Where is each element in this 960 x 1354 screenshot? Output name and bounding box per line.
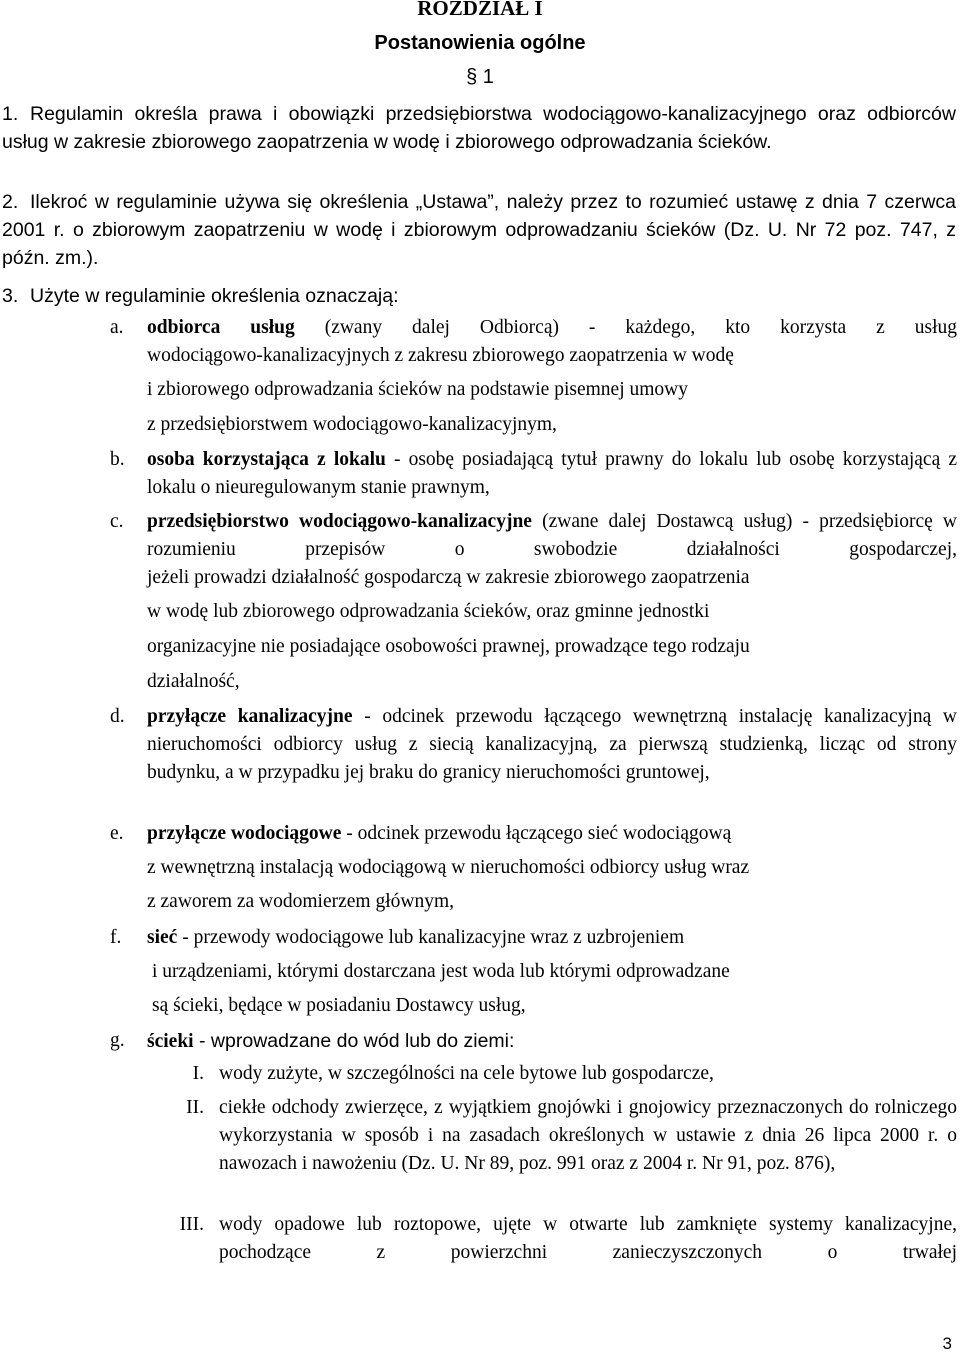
definition-f-line-3: są ścieki, będące w posiadaniu Dostawcy usług, xyxy=(152,995,526,1016)
definition-a-line-2: wodociągowo-kanalizacyjnych z zakresu zbiorowego zaopatrzenia w wodę xyxy=(147,345,734,366)
section-number: § 1 xyxy=(466,66,494,88)
definition-b-term: osoba korzystająca z lokalu xyxy=(147,449,386,470)
definition-e-line-3: z zaworem za wodomierzem głównym, xyxy=(147,891,455,912)
definition-f-term: sieć xyxy=(147,927,178,948)
point-3-text: Użyte w regulaminie określenia oznaczają: xyxy=(30,285,399,307)
definition-a-term: odbiorca usług xyxy=(147,317,295,338)
definition-c-term: przedsiębiorstwo wodociągowo-kanalizacyjne xyxy=(147,511,532,532)
definition-f-letter: f. xyxy=(110,927,122,948)
definition-d-letter: d. xyxy=(110,706,125,727)
point-1-number: 1. xyxy=(2,103,19,125)
page-number: 3 xyxy=(942,1334,952,1353)
definition-c-line-6: działalność, xyxy=(147,671,240,692)
definition-a-line-3: i zbiorowego odprowadzania ścieków na podstawie pisemnej umowy xyxy=(147,379,688,400)
definition-g-term: ścieki xyxy=(147,1031,194,1052)
roman-1-number: I. xyxy=(192,1063,204,1084)
point-2-number: 2. xyxy=(2,191,19,213)
roman-3-text: wody opadowe lub roztopowe, ujęte w otwarte lub zamknięte systemy kanalizacyjne, pochodzące z powierzchni zanieczyszczonych o trwałej xyxy=(219,1214,957,1263)
definition-e-term: przyłącze wodociągowe xyxy=(147,823,342,844)
definition-b-letter: b. xyxy=(110,449,125,470)
definition-d-term: przyłącze kanalizacyjne xyxy=(147,706,353,727)
definition-e-line-2: z wewnętrzną instalacją wodociągową w nieruchomości odbiorcy usług wraz xyxy=(147,857,750,878)
definition-c-line-5: organizacyjne nie posiadające osobowości prawnej, prowadzące tego rodzaju xyxy=(147,636,750,657)
chapter-subtitle: Postanowienia ogólne xyxy=(374,32,586,54)
chapter-title: ROZDZIAŁ I xyxy=(417,0,543,20)
definition-c-line-3: jeżeli prowadzi działalność gospodarczą w zakresie zbiorowego zaopatrzenia xyxy=(147,567,750,588)
point-2-text: Ilekroć w regulaminie używa się określenia „Ustawa”, należy przez to rozumieć ustawę z dnia 7 czerwca 2001 r. o zbiorowym zaopatrzeniu w wodę i zbiorowym odprowadzaniu ścieków (Dz. U. Nr 72 poz. 747, z późn. zm.). xyxy=(2,191,956,269)
definition-e-line-1: przyłącze wodociągowe - odcinek przewodu łączącego sieć wodociągową xyxy=(147,823,732,844)
roman-2-number: II. xyxy=(186,1097,204,1118)
definition-b-text: osoba korzystająca z lokalu - osobę posiadającą tytuł prawny do lokalu lub osobę korzystającą z lokalu o nieuregulowanym stanie prawnym, xyxy=(147,449,958,498)
definition-g-letter: g. xyxy=(110,1030,125,1051)
point-3-number: 3. xyxy=(2,285,19,307)
definition-d-text: przyłącze kanalizacyjne - odcinek przewodu łączącego wewnętrzną instalację kanalizacyjną w nieruchomości odbiorcy usług z siecią kanalizacyjną, za pierwszą studzienką, licząc od strony budynku, a w przypadku jej braku do granicy nieruchomości gruntowej, xyxy=(147,706,957,783)
definition-c-text: przedsiębiorstwo wodociągowo-kanalizacyjne (zwane dalej Dostawcą usług) - przedsiębiorcę w rozumieniu przepisów o swobodzie działalności gospodarczej, xyxy=(147,511,957,560)
definition-f-line-2: i urządzeniami, którymi dostarczana jest woda lub którymi odprowadzane xyxy=(152,961,730,982)
point-1-text: Regulamin określa prawa i obowiązki przedsiębiorstwa wodociągowo-kanalizacyjnego oraz odbiorców usług w zakresie zbiorowego zaopatrzenia w wodę i zbiorowego odprowadzania ścieków. xyxy=(2,103,956,153)
definition-e-letter: e. xyxy=(110,823,124,844)
definition-c-letter: c. xyxy=(110,511,124,532)
definition-a-letter: a. xyxy=(110,317,124,338)
definition-c-line-4: w wodę lub zbiorowego odprowadzania ścieków, oraz gminne jednostki xyxy=(147,601,710,622)
definition-g-text: ścieki - wprowadzane do wód lub do ziemi: xyxy=(147,1030,515,1052)
roman-1-text: wody zużyte, w szczególności na cele bytowe lub gospodarcze, xyxy=(219,1063,714,1084)
definition-a-line-1: odbiorca usług (zwany dalej Odbiorcą) - każdego, kto korzysta z usług xyxy=(147,317,957,338)
roman-2-text: ciekłe odchody zwierzęce, z wyjątkiem gnojówki i gnojowicy przeznaczonych do rolniczego wykorzystania w sposób i na zasadach określonych w ustawie z dnia 26 lipca 2000 r. o nawozach i nawożeniu (Dz. U. Nr 89, poz. 991 oraz z 2004 r. Nr 91, poz. 876), xyxy=(219,1097,957,1174)
roman-3-number: III. xyxy=(179,1214,204,1235)
definition-a-line-4: z przedsiębiorstwem wodociągowo-kanalizacyjnym, xyxy=(147,414,557,435)
definition-f-line-1: sieć - przewody wodociągowe lub kanalizacyjne wraz z uzbrojeniem xyxy=(147,927,685,948)
